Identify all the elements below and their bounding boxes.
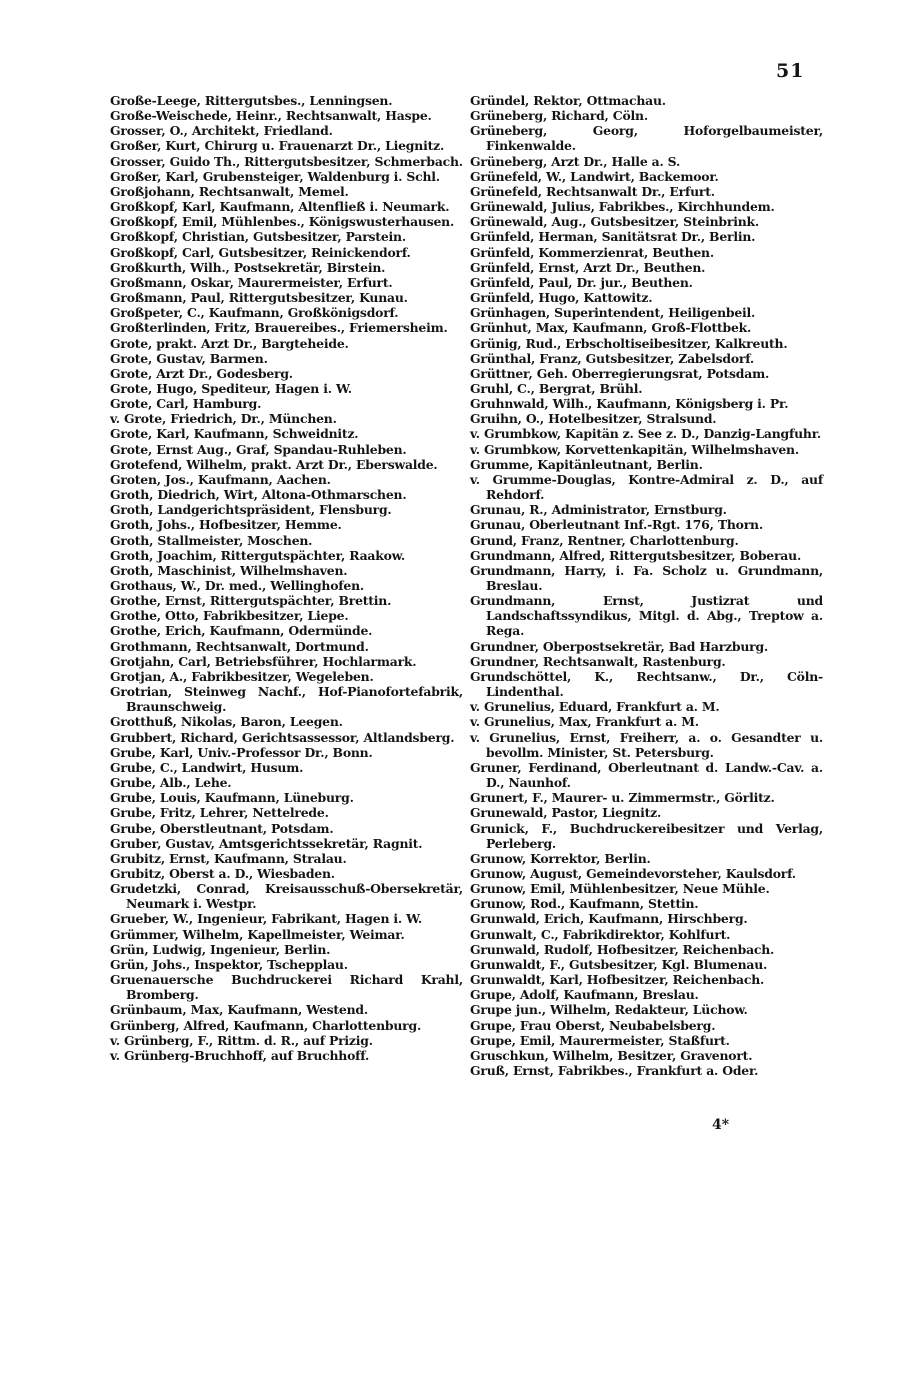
right-column — [470, 93, 823, 1078]
directory-entry: Grünefeld, Rechtsanwalt Dr., Erfurt. — [470, 183, 715, 199]
directory-entry: Grünberg, Alfred, Kaufmann, Charlottenburg. — [110, 1017, 422, 1033]
directory-entry: Grünewald, Julius, Fabrikbes., Kirchhundem. — [470, 199, 775, 215]
directory-entry: Grotrian, Steinweg Nachf., Hof-Pianofortefabrik, Braunschweig. — [110, 684, 463, 715]
left-column — [110, 93, 463, 1063]
directory-entry: Grueber, W., Ingenieur, Fabrikant, Hagen i. W. — [110, 911, 422, 927]
directory-entry: Grupe, Adolf, Kaufmann, Breslau. — [470, 987, 699, 1003]
directory-entry: Grupe jun., Wilhelm, Redakteur, Lüchow. — [470, 1002, 748, 1018]
directory-entry: Gruner, Ferdinand, Oberleutnant d. Landw.-Cav. a. D., Naunhof. — [470, 759, 823, 791]
directory-entry: v. Grünberg-Bruchhoff, auf Bruchhoff. — [110, 1047, 370, 1063]
directory-entry: Großer, Kurt, Chirurg u. Frauenarzt Dr., Liegnitz. — [110, 138, 445, 154]
directory-entry: Grosser, Guido Th., Rittergutsbesitzer, Schmerbach. — [110, 153, 463, 169]
directory-entry: Großterlinden, Fritz, Brauereibes., Friemersheim. — [110, 320, 448, 336]
directory-entry: Grunwaldt, F., Gutsbesitzer, Kgl. Blumenau. — [470, 956, 768, 972]
directory-entry: Grotjan, A., Fabrikbesitzer, Wegeleben. — [110, 668, 374, 684]
directory-entry: Grunow, Emil, Mühlenbesitzer, Neue Mühle. — [470, 881, 770, 897]
directory-entry: v. Grünberg, F., Rittm. d. R., auf Prizig. — [110, 1032, 373, 1048]
directory-entry: Großkurth, Wilh., Postsekretär, Birstein. — [110, 259, 386, 275]
directory-entry: Grün, Ludwig, Ingenieur, Berlin. — [110, 941, 331, 957]
directory-entry: Grube, Alb., Lehe. — [110, 775, 232, 791]
directory-entry: Grünewald, Aug., Gutsbesitzer, Steinbrink. — [470, 214, 760, 230]
directory-entry: Grothe, Ernst, Rittergutspächter, Brettin. — [110, 593, 392, 609]
directory-entry: Grote, Karl, Kaufmann, Schweidnitz. — [110, 426, 359, 442]
directory-entry: Grunwalt, C., Fabrikdirektor, Kohlfurt. — [470, 926, 731, 942]
directory-entry: Grünbaum, Max, Kaufmann, Westend. — [110, 1002, 369, 1018]
directory-entry: v. Grumme-Douglas, Kontre-Admiral z. D., auf Rehdorf. — [470, 471, 823, 503]
directory-entry: Grothaus, W., Dr. med., Wellinghofen. — [110, 578, 365, 593]
directory-entry: Grüneberg, Richard, Cöln. — [470, 108, 648, 124]
directory-entry: Grüneberg, Georg, Hoforgelbaumeister, Finkenwalde. — [470, 123, 823, 154]
directory-entry: Großkopf, Emil, Mühlenbes., Königswusterhausen. — [110, 214, 455, 230]
directory-entry: Grothe, Erich, Kaufmann, Odermünde. — [110, 623, 373, 639]
directory-entry: Großkopf, Carl, Gutsbesitzer, Reinickendorf. — [110, 244, 411, 260]
directory-entry: Grünfeld, Hugo, Kattowitz. — [470, 290, 653, 306]
directory-entry: Grubitz, Ernst, Kaufmann, Stralau. — [110, 850, 347, 866]
directory-entry: Grube, Karl, Univ.-Professor Dr., Bonn. — [110, 744, 373, 760]
directory-entry: Grunwaldt, Karl, Hofbesitzer, Reichenbach. — [470, 972, 765, 988]
directory-entry: Große-Leege, Rittergutsbes., Lenningsen. — [110, 93, 393, 108]
directory-entry: Grunow, Korrektor, Berlin. — [470, 850, 651, 866]
directory-entry: Gruihn, O., Hotelbesitzer, Stralsund. — [470, 411, 717, 427]
signature-mark: 4* — [712, 1117, 730, 1133]
directory-entry: Großkopf, Karl, Kaufmann, Altenfließ i. Neumark. — [110, 199, 450, 215]
directory-entry: Groth, Landgerichtspräsident, Flensburg. — [110, 502, 392, 518]
directory-entry: Grunert, F., Maurer- u. Zimmermstr., Görlitz. — [470, 790, 775, 806]
directory-entry: v. Grunelius, Max, Frankfurt a. M. — [470, 714, 699, 730]
directory-entry: Große-Weischede, Heinr., Rechtsanwalt, Haspe. — [110, 108, 432, 124]
directory-entry: Gruenauersche Buchdruckerei Richard Krahl, Bromberg. — [110, 972, 463, 1003]
directory-entry: Grumme, Kapitänleutnant, Berlin. — [470, 456, 703, 472]
directory-entry: Grünfeld, Herman, Sanitätsrat Dr., Berlin. — [470, 229, 756, 245]
directory-entry: Grünfeld, Paul, Dr. jur., Beuthen. — [470, 274, 693, 290]
directory-entry: Grunau, Oberleutnant Inf.-Rgt. 176, Thorn. — [470, 517, 763, 533]
directory-entry: Grube, Oberstleutnant, Potsdam. — [110, 820, 334, 836]
directory-entry: Grupe, Frau Oberst, Neubabelsberg. — [470, 1017, 716, 1033]
directory-entry: Grotefend, Wilhelm, prakt. Arzt Dr., Eberswalde. — [110, 456, 438, 472]
directory-entry: Grube, Louis, Kaufmann, Lüneburg. — [110, 790, 354, 806]
directory-entry: Grunwald, Rudolf, Hofbesitzer, Reichenbach. — [470, 941, 775, 957]
directory-entry: Grüttner, Geh. Oberregierungsrat, Potsdam. — [470, 365, 770, 381]
directory-entry: Grünthal, Franz, Gutsbesitzer, Zabelsdorf. — [470, 350, 755, 366]
directory-entry: Groth, Diedrich, Wirt, Altona-Othmarschen. — [110, 487, 407, 503]
directory-entry: Grote, Hugo, Spediteur, Hagen i. W. — [110, 380, 352, 396]
directory-entry: Groth, Maschinist, Wilhelmshaven. — [110, 562, 348, 578]
directory-entry: Grunow, August, Gemeindevorsteher, Kaulsdorf. — [470, 865, 796, 881]
directory-entry: Grube, C., Landwirt, Husum. — [110, 759, 304, 775]
directory-entry: Grünig, Rud., Erbscholtiseibesitzer, Kalkreuth. — [470, 335, 788, 351]
directory-entry: Groth, Johs., Hofbesitzer, Hemme. — [110, 517, 342, 533]
directory-entry: Grundner, Oberpostsekretär, Bad Harzburg. — [470, 638, 769, 654]
directory-entry: Gruß, Ernst, Fabrikbes., Frankfurt a. Oder. — [470, 1063, 759, 1078]
directory-entry: Grothmann, Rechtsanwalt, Dortmund. — [110, 638, 369, 654]
directory-entry: Grün, Johs., Inspektor, Tschepplau. — [110, 956, 348, 972]
directory-entry: v. Grunelius, Ernst, Freiherr, a. o. Gesandter u. bevollm. Minister, St. Petersburg. — [470, 729, 823, 760]
directory-entry: Grunewald, Pastor, Liegnitz. — [470, 805, 662, 821]
directory-entry: Grundmann, Ernst, Justizrat und Landschaftssyndikus, Mitgl. d. Abg., Treptow a. Rega. — [470, 593, 823, 639]
directory-entry: Grunwald, Erich, Kaufmann, Hirschberg. — [470, 911, 748, 927]
directory-entry: Grünefeld, W., Landwirt, Backemoor. — [470, 168, 719, 184]
directory-entry: Grüneberg, Arzt Dr., Halle a. S. — [470, 153, 681, 169]
directory-entry: Grotthuß, Nikolas, Baron, Leegen. — [110, 714, 343, 730]
directory-entry: Gruber, Gustav, Amtsgerichtssekretär, Ragnit. — [110, 835, 423, 851]
directory-entry: Grote, Ernst Aug., Graf, Spandau-Ruhleben. — [110, 441, 407, 457]
directory-entry: Gruschkun, Wilhelm, Besitzer, Gravenort. — [470, 1047, 753, 1063]
directory-entry: Grosser, O., Architekt, Friedland. — [110, 123, 333, 139]
directory-entry: Grundmann, Alfred, Rittergutsbesitzer, Boberau. — [470, 547, 802, 563]
directory-entry: Grundschöttel, K., Rechtsanw., Dr., Cöln-Lindenthal. — [470, 668, 823, 700]
directory-entry: v. Grote, Friedrich, Dr., München. — [110, 411, 337, 427]
directory-entry: Grundner, Rechtsanwalt, Rastenburg. — [470, 653, 726, 669]
directory-entry: Grotjahn, Carl, Betriebsführer, Hochlarmark. — [110, 653, 417, 669]
directory-entry: Grunow, Rod., Kaufmann, Stettin. — [470, 896, 699, 912]
directory-entry: Großkopf, Christian, Gutsbesitzer, Parstein. — [110, 229, 406, 245]
directory-entry: Grunau, R., Administrator, Ernstburg. — [470, 502, 727, 518]
directory-entry: v. Grunelius, Eduard, Frankfurt a. M. — [470, 699, 720, 715]
directory-entry: Grünhagen, Superintendent, Heiligenbeil. — [470, 305, 756, 321]
directory-entry: Gruhnwald, Wilh., Kaufmann, Königsberg i. Pr. — [470, 396, 789, 412]
directory-entry: Grünfeld, Kommerzienrat, Beuthen. — [470, 244, 714, 260]
directory-entry: Grünhut, Max, Kaufmann, Groß-Flottbek. — [470, 320, 752, 336]
directory-entry: Gruhl, C., Bergrat, Brühl. — [470, 380, 643, 396]
directory-entry: Grundmann, Harry, i. Fa. Scholz u. Grundmann, Breslau. — [470, 562, 823, 593]
directory-entry: Grubbert, Richard, Gerichtsassessor, Altlandsberg. — [110, 729, 455, 745]
page-number: 51 — [776, 60, 805, 82]
directory-entry: v. Grumbkow, Korvettenkapitän, Wilhelmshaven. — [470, 441, 799, 457]
directory-entry: Großpeter, C., Kaufmann, Großkönigsdorf. — [110, 305, 399, 321]
directory-entry: Gründel, Rektor, Ottmachau. — [470, 93, 666, 108]
directory-entry: Grünfeld, Ernst, Arzt Dr., Beuthen. — [470, 259, 706, 275]
directory-entry: Groth, Stallmeister, Moschen. — [110, 532, 313, 548]
directory-entry: Großer, Karl, Grubensteiger, Waldenburg i. Schl. — [110, 168, 440, 184]
directory-entry: v. Grumbkow, Kapitän z. See z. D., Danzig-Langfuhr. — [470, 426, 822, 442]
directory-entry: Grote, prakt. Arzt Dr., Bargteheide. — [110, 335, 349, 351]
directory-entry: Grubitz, Oberst a. D., Wiesbaden. — [110, 865, 335, 881]
directory-entry: Grote, Arzt Dr., Godesberg. — [110, 365, 293, 381]
directory-entry: Groth, Joachim, Rittergutspächter, Raakow. — [110, 547, 406, 563]
directory-entry: Grudetzki, Conrad, Kreisausschuß-Obersekretär, Neumark i. Westpr. — [110, 881, 463, 912]
directory-entry: Grümmer, Wilhelm, Kapellmeister, Weimar. — [110, 926, 405, 942]
directory-entry: Großmann, Paul, Rittergutsbesitzer, Kunau. — [110, 290, 408, 306]
directory-entry: Grunick, F., Buchdruckereibesitzer und Verlag, Perleberg. — [470, 820, 823, 851]
directory-entry: Grund, Franz, Rentner, Charlottenburg. — [470, 532, 739, 548]
directory-entry: Grote, Carl, Hamburg. — [110, 396, 262, 412]
directory-entry: Grupe, Emil, Maurermeister, Staßfurt. — [470, 1032, 730, 1048]
directory-entry: Groten, Jos., Kaufmann, Aachen. — [110, 471, 331, 487]
directory-entry: Grothe, Otto, Fabrikbesitzer, Liepe. — [110, 608, 349, 624]
directory-entry: Grote, Gustav, Barmen. — [110, 350, 268, 366]
directory-entry: Großmann, Oskar, Maurermeister, Erfurt. — [110, 274, 393, 290]
directory-entry: Großjohann, Rechtsanwalt, Memel. — [110, 183, 349, 199]
directory-entry: Grube, Fritz, Lehrer, Nettelrede. — [110, 805, 329, 821]
